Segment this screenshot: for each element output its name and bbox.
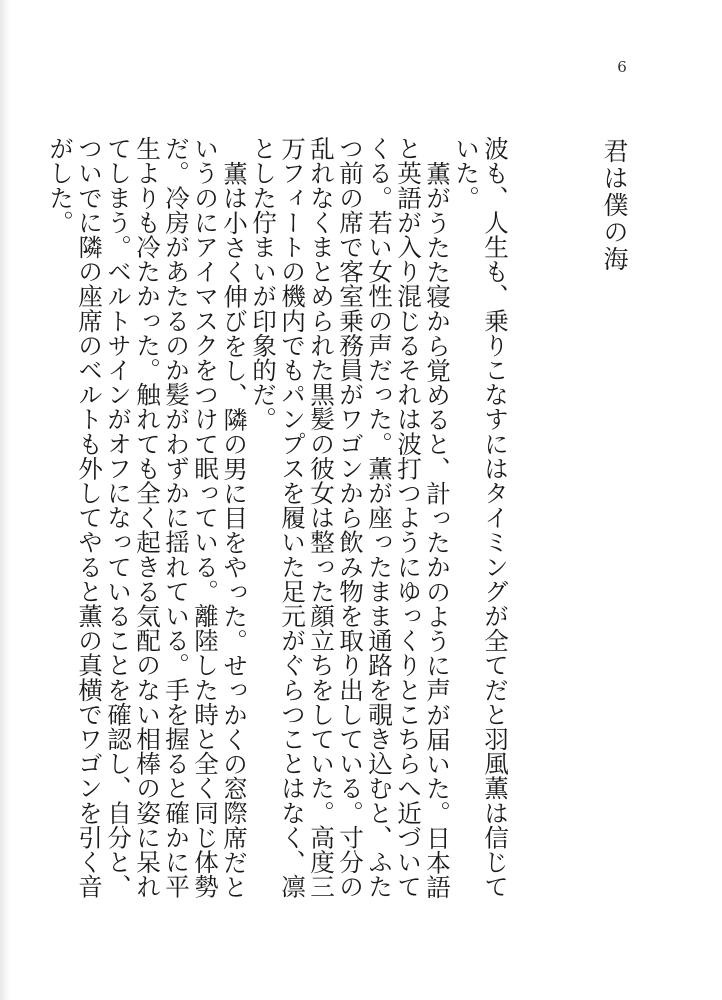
body-text xyxy=(46,136,510,916)
chapter-title: 君は僕の海 xyxy=(600,138,629,273)
paragraph: 薫がうたた寝から覚めると、計ったかのように声が届いた。日本語と英語が入り混じるそれは波打つようにゆっくりとこちらへ近づいてくる。若い女性の声だった。薫が座ったまま通路を覗き込むと、ふたつ前の席で客室乗務員がワゴンから飲み物を取り出している。寸分の乱れなくまとめられた黒髪の彼女は整った顔立ちをしていた。高度三万フィートの機内でもパンプスを履いた足元がぐらつことはなく、凛とした佇まいが印象的だ。 xyxy=(249,136,452,899)
page-binding-edge xyxy=(0,0,10,1000)
page-number: 6 xyxy=(617,58,627,76)
paragraph: 薫は小さく伸びをし、隣の男に目をやった。せっかくの窓際席だというのにアイマスクをつけて眠っている。離陸した時と全く同じ体勢だ。冷房があたるのか髪がわずかに揺れている。手を握ると確かに平生よりも冷たかった。触れても全く起きる気配のない相棒の姿に呆れてしまう。ベルトサインがオフになっていることを確認し、自分と、ついでに隣の座席のベルトも外してやると薫の真横でワゴンを引く音がした。 xyxy=(46,136,249,899)
paragraph: 波も、人生も、乗りこなすにはタイミングが全てだと羽風薫は信じていた。 xyxy=(452,136,510,899)
